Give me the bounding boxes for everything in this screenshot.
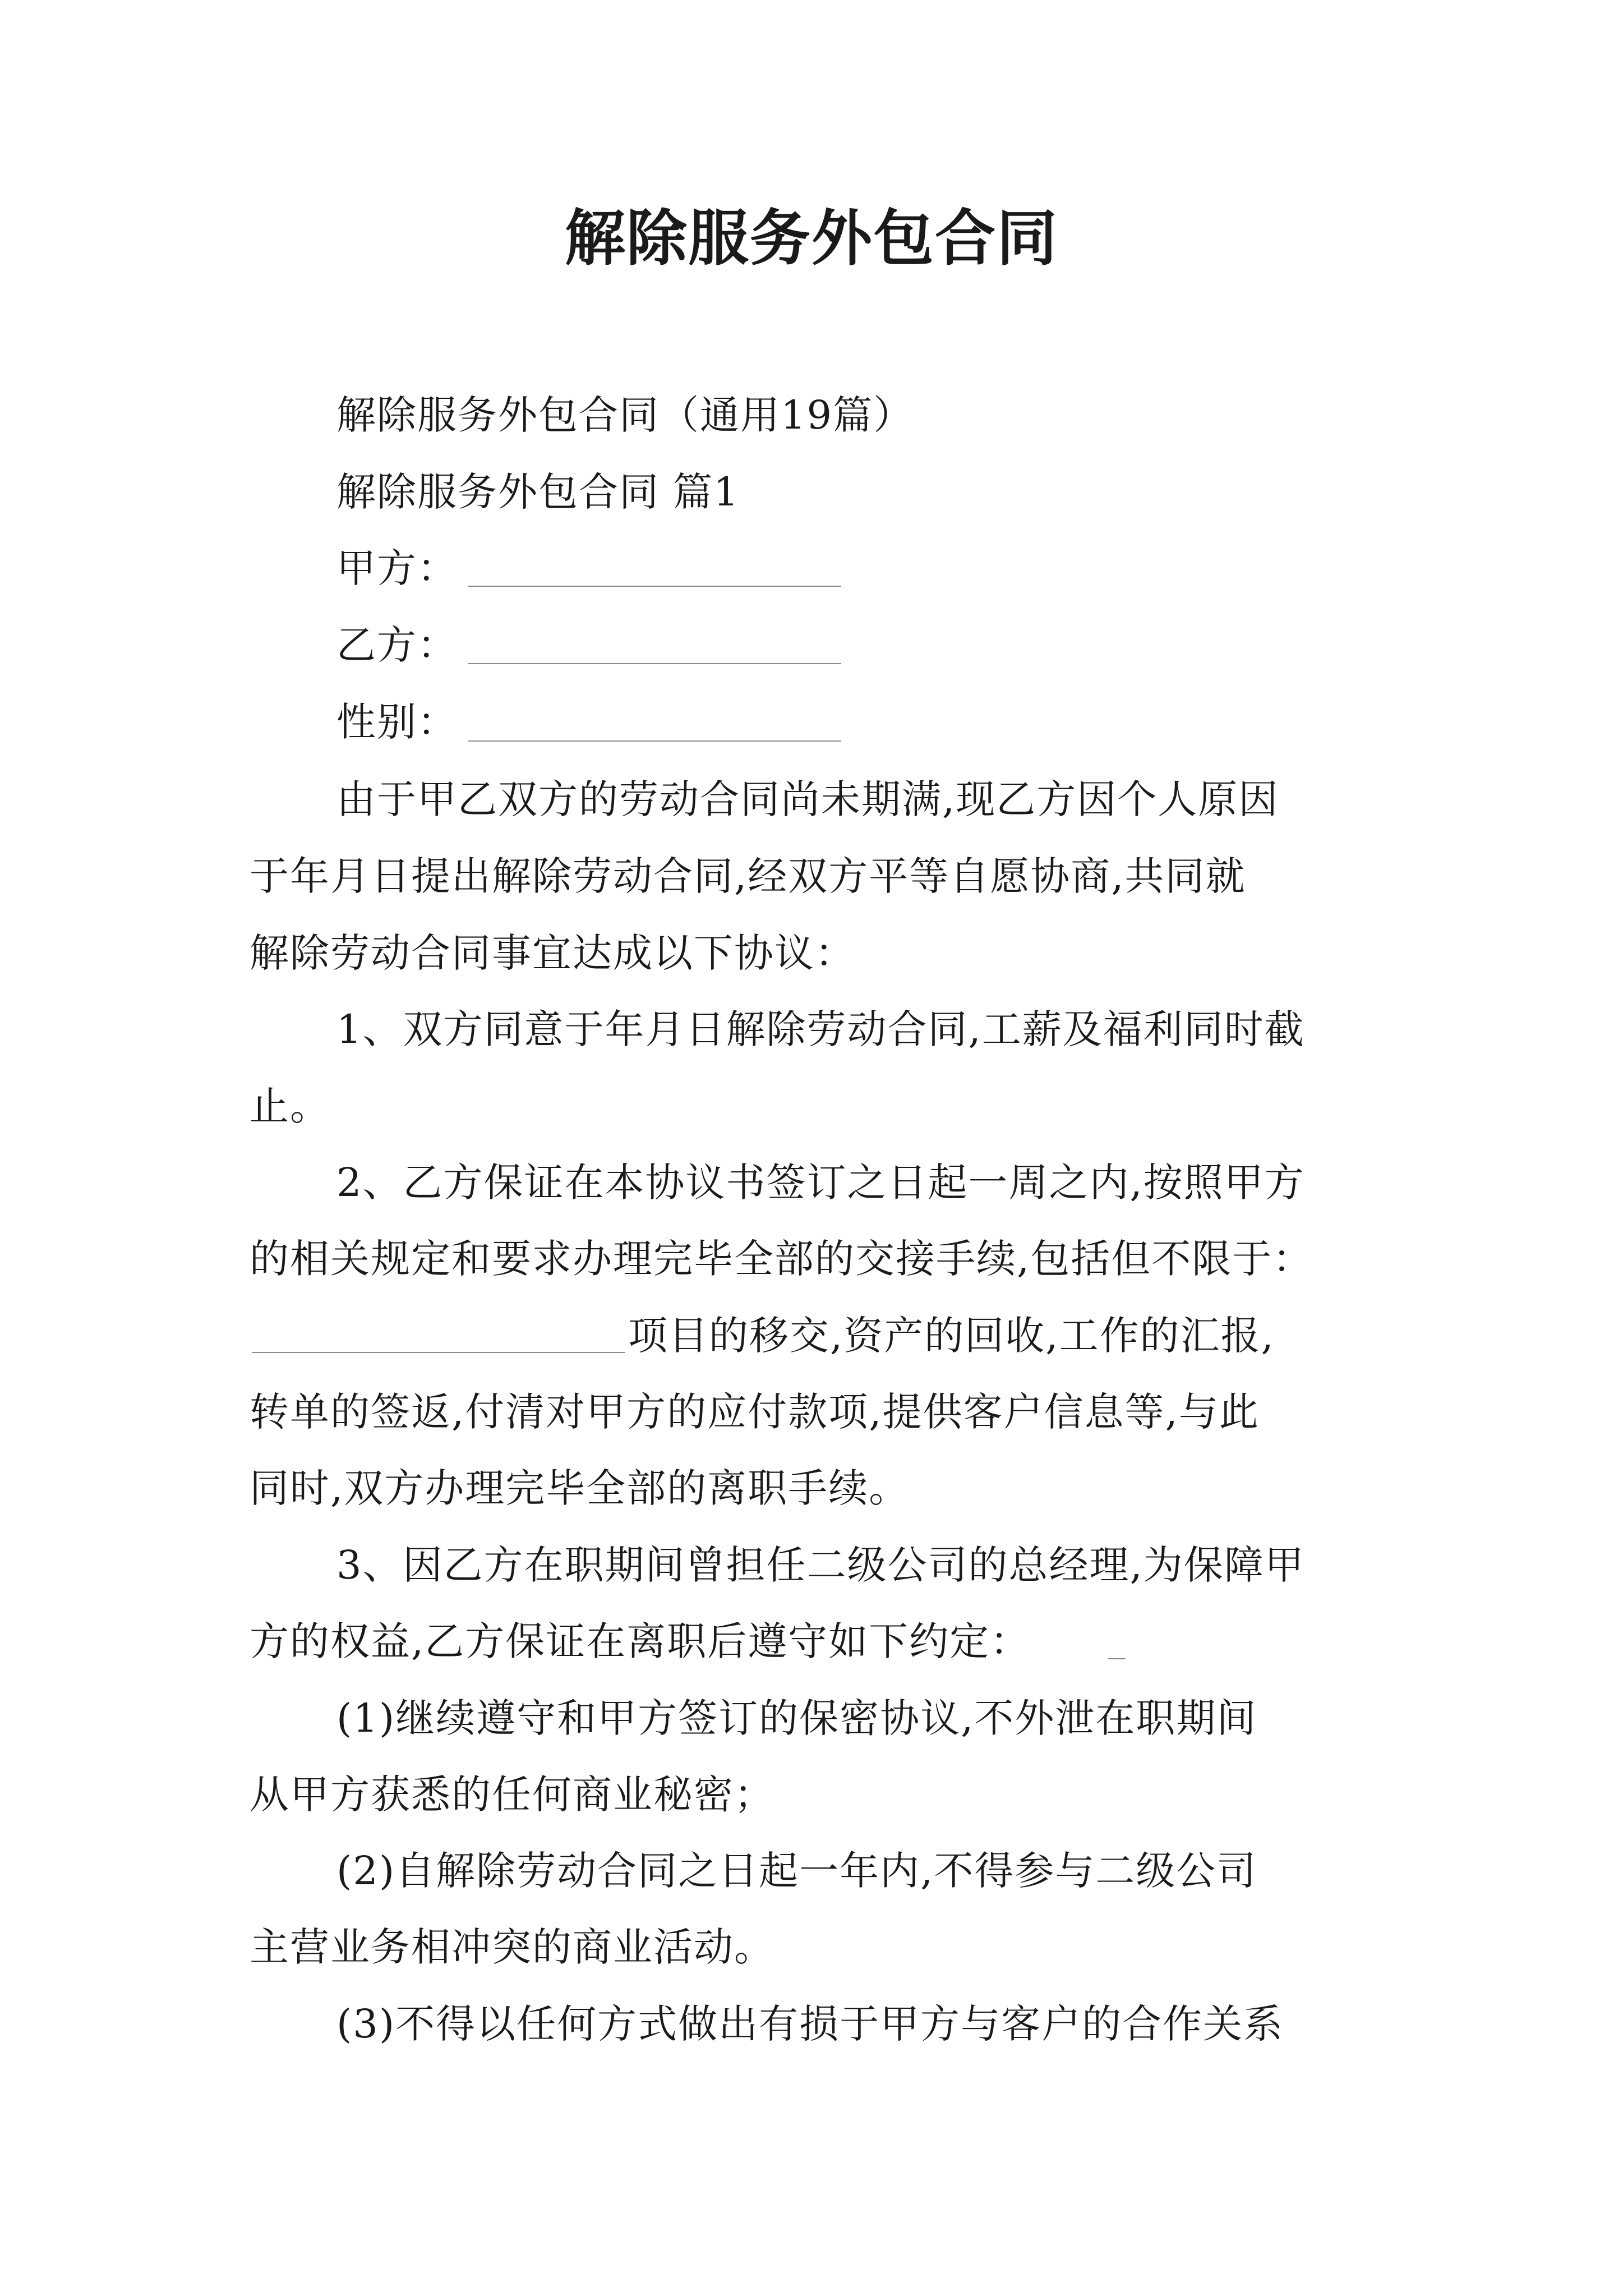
paragraph-line: 主营业务相冲突的商业活动。	[250, 1924, 774, 1970]
field-party-a-label: 甲方：	[336, 545, 458, 591]
paragraph-line: 3、因乙方在职期间曾担任二级公司的总经理,为保障甲	[336, 1542, 1305, 1588]
agreement-blank	[1108, 1657, 1126, 1659]
paragraph-line: (2)自解除劳动合同之日起一年内,不得参与二级公司	[336, 1848, 1257, 1894]
paragraph-line: (3)不得以任何方式做出有损于甲方与客户的合作关系	[336, 2001, 1284, 2047]
paragraph-line: 于年月日提出解除劳动合同,经双方平等自愿协商,共同就	[250, 853, 1246, 899]
document-title: 解除服务外包合同	[564, 203, 1058, 274]
field-party-b-blank	[468, 662, 841, 664]
project-blank	[252, 1351, 625, 1353]
paragraph-line: 2、乙方保证在本协议书签订之日起一周之内,按照甲方	[336, 1159, 1305, 1205]
paragraph-line: 方的权益,乙方保证在离职后遵守如下约定：	[250, 1618, 1031, 1664]
paragraph-line: 止。	[250, 1083, 330, 1129]
paragraph-line: 转单的签返,付清对甲方的应付款项,提供客户信息等,与此	[250, 1389, 1260, 1435]
field-gender-blank	[468, 739, 841, 742]
field-party-a-blank	[468, 585, 841, 587]
paragraph-line: 1、双方同意于年月日解除劳动合同,工薪及福利同时截	[336, 1006, 1305, 1052]
field-party-b-label: 乙方：	[336, 622, 458, 668]
section-heading: 解除服务外包合同 篇1	[336, 469, 740, 515]
paragraph-line: 解除劳动合同事宜达成以下协议：	[250, 930, 855, 976]
document-subtitle: 解除服务外包合同（通用19篇）	[336, 392, 914, 438]
paragraph-line: 由于甲乙双方的劳动合同尚未期满,现乙方因个人原因	[336, 776, 1279, 822]
paragraph-line: 项目的移交,资产的回收,工作的汇报,	[628, 1313, 1275, 1359]
paragraph-line: 的相关规定和要求办理完毕全部的交接手续,包括但不限于：	[250, 1236, 1313, 1282]
paragraph-line: (1)继续遵守和甲方签订的保密协议,不外泄在职期间	[336, 1695, 1257, 1741]
field-gender-label: 性别：	[336, 699, 458, 745]
paragraph-line: 同时,双方办理完毕全部的离职手续。	[250, 1465, 910, 1511]
paragraph-line: 从甲方获悉的任何商业秘密；	[250, 1772, 774, 1818]
